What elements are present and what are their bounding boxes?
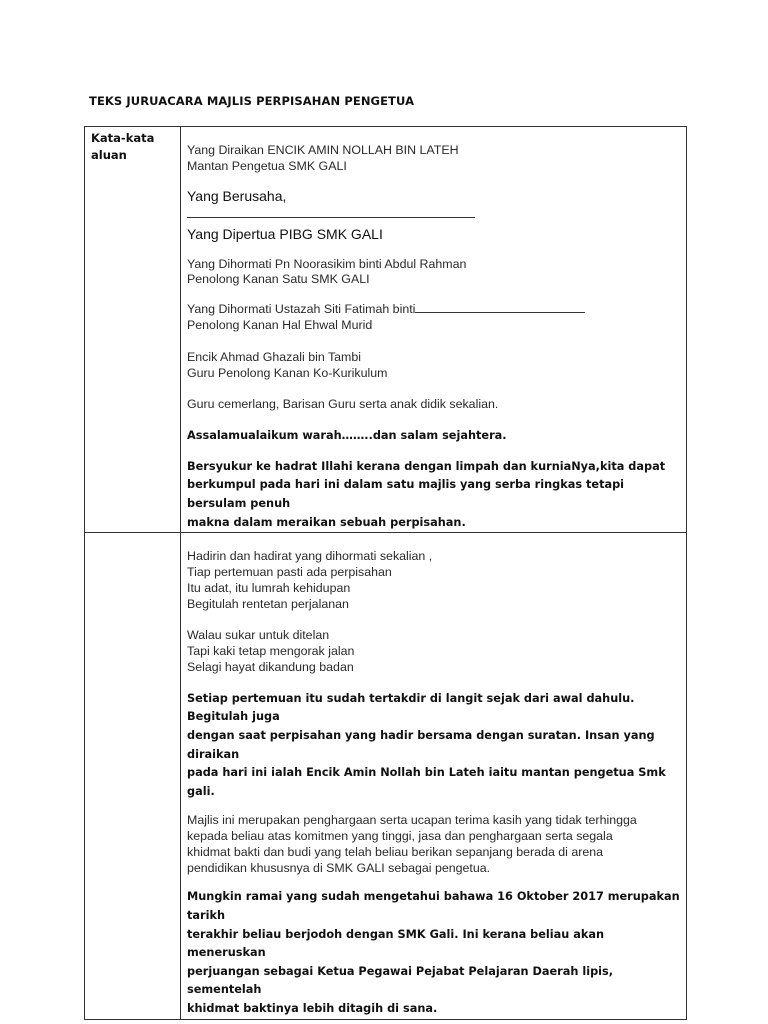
content-cell: [181, 533, 687, 1019]
greeting-cocurriculum: Encik Ahmad Ghazali bin Tambi Guru Penolong Kanan Ko-Kurikulum: [187, 349, 388, 380]
row-label: [85, 533, 180, 536]
salam-line: Assalamualaikum warah……..dan salam sejahtera.: [187, 429, 507, 443]
label-cell: [85, 533, 181, 1019]
greeting-ustazah: Yang Dihormati Ustazah Siti Fatimah binti: [187, 302, 682, 318]
last-day-paragraph: Mungkin ramai yang sudah mengetahui bahawa 16 Oktober 2017 merupakan tarikh terakhir beliau berjodoh dengan SMK Gali. Ini kerana beliau akan meneruskan perjuangan sebagai Ketua Pegawai Pejabat Pelajaran Daerah lipis, sementelah khidmat baktinya lebih ditagih di sana.: [187, 890, 680, 1016]
greeting-yang-berusaha: Yang Berusaha,: [187, 187, 287, 204]
poem-stanza-2: Walau sukar untuk ditelan Tapi kaki tetap mengorak jalan Selagi hayat dikandung badan: [187, 628, 355, 674]
label-cell: [85, 127, 181, 533]
content-cell: [181, 127, 687, 533]
appreciation-paragraph: Majlis ini merupakan penghargaan serta ucapan terima kasih yang tidak terhingga kepada beliau atas komitmen yang tinggi, jasa dan penghargaan serta segala khidmat bakti dan budi yang telah beliau berikan sepanjang berada di arena pendidikan khususnya di SMK GALI sebagai pengetua.: [187, 813, 637, 875]
document-title: TEKS JURUACARA MAJLIS PERPISAHAN PENGETUA: [89, 94, 415, 108]
greeting-guest-of-honour: Yang Diraikan ENCIK AMIN NOLLAH BIN LATEH Mantan Pengetua SMK GALI: [187, 143, 459, 173]
destiny-paragraph: Setiap pertemuan itu sudah tertakdir di langit sejak dari awal dahulu. Begitulah juga dengan saat perpisahan yang hadir bersama dengan suratan. Insan yang diraikan pada hari ini ialah Encik Amin Nollah bin Lateh iaitu mantan pengetua Smk gali.: [187, 691, 666, 798]
poem-stanza-1: Hadirin dan hadirat yang dihormati sekalian , Tiap pertemuan pasti ada perpisahan Itu adat, itu lumrah kehidupan Begitulah rentetan perjalanan: [187, 549, 433, 611]
greeting-ustazah-title: Penolong Kanan Hal Ehwal Murid: [187, 317, 373, 332]
blank-name-line: [187, 216, 475, 218]
greeting-teachers: Guru cemerlang, Barisan Guru serta anak didik sekalian.: [187, 397, 499, 412]
table-row: [85, 127, 687, 533]
table-row: [85, 533, 687, 1019]
greeting-senior-assistant: Yang Dihormati Pn Noorasikim binti Abdul Rahman Penolong Kanan Satu SMK GALI: [187, 256, 467, 287]
script-table: [84, 126, 687, 1020]
row-label: Kata-kata aluan: [91, 131, 155, 162]
greeting-pibg-chair: Yang Dipertua PIBG SMK GALI: [187, 225, 383, 242]
opening-paragraph: Bersyukur ke hadrat Illahi kerana dengan limpah dan kurniaNya,kita dapat berkumpul pada hari ini dalam satu majlis yang serba ringkas tetapi bersulam penuh makna dalam meraikan sebuah perpisahan.: [187, 459, 666, 529]
